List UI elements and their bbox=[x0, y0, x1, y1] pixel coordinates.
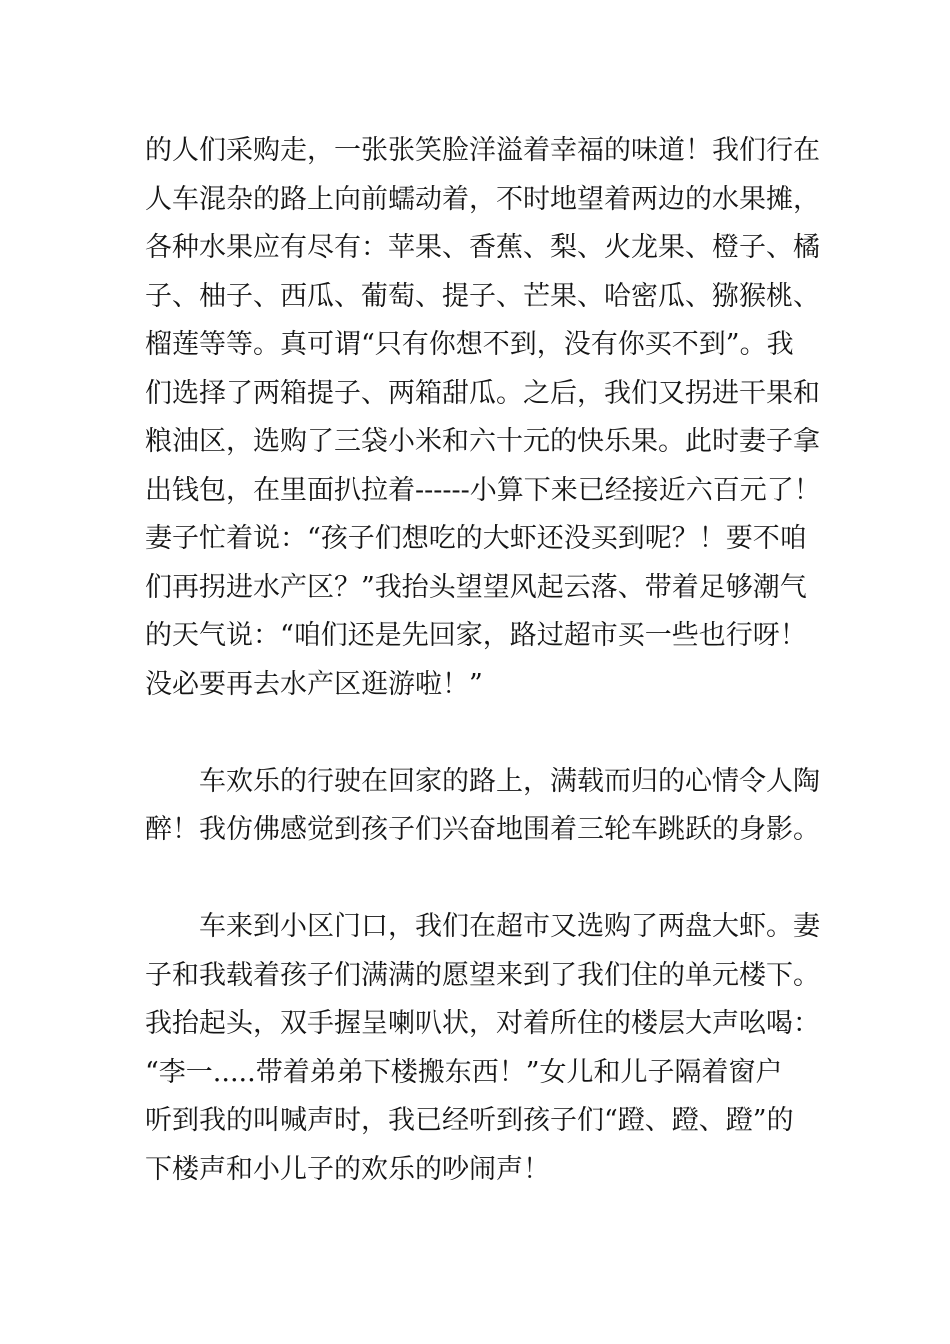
paragraph-drive-home bbox=[145, 758, 835, 855]
text-line: 人车混杂的路上向前蠕动着，不时地望着两边的水果摊， bbox=[145, 183, 820, 215]
paragraph-shopping bbox=[145, 127, 835, 709]
text-line: 我抬起头，双手握呈喇叭状，对着所住的楼层大声吆喝： bbox=[145, 1008, 820, 1039]
text-line: 们再拐进水产区？”我抬头望望风起云落、带着足够潮气 bbox=[145, 571, 807, 603]
text-line: 子和我载着孩子们满满的愿望来到了我们住的单元楼下。 bbox=[145, 959, 820, 991]
text-line: 各种水果应有尽有：苹果、香蕉、梨、火龙果、橙子、橘 bbox=[145, 232, 820, 263]
text-line: 粮油区，选购了三袋小米和六十元的快乐果。此时妻子拿 bbox=[145, 426, 820, 457]
text-line: 下楼声和小儿子的欢乐的吵闹声！ bbox=[145, 1153, 550, 1185]
text-line: 醉！我仿佛感觉到孩子们兴奋地围着三轮车跳跃的身影。 bbox=[145, 814, 820, 845]
text-line: 们选择了两箱提子、两箱甜瓜。之后，我们又拐进干果和 bbox=[145, 377, 820, 409]
text-line: 车来到小区门口，我们在超市又选购了两盘大虾。妻 bbox=[199, 911, 820, 942]
paragraph-spacer bbox=[145, 855, 835, 904]
text-line: “李一.....带着弟弟下楼搬东西！”女儿和儿子隔着窗户 bbox=[145, 1056, 783, 1088]
text-line: 听到我的叫喊声时，我已经听到孩子们“蹬、蹬、蹬”的 bbox=[145, 1105, 794, 1136]
text-line: 车欢乐的行驶在回家的路上，满载而归的心情令人陶 bbox=[199, 765, 820, 797]
text-line: 没必要再去水产区逛游啦！” bbox=[145, 668, 483, 700]
text-line: 出钱包，在里面扒拉着------小算下来已经接近六百元了！ bbox=[145, 474, 821, 506]
document-body bbox=[145, 127, 835, 1194]
paragraph-arrival bbox=[145, 903, 835, 1194]
text-line: 的天气说：“咱们还是先回家，路过超市买一些也行呀！ bbox=[145, 620, 807, 651]
text-line: 妻子忙着说：“孩子们想吃的大虾还没买到呢？！要不咱 bbox=[145, 523, 807, 554]
text-line: 子、柚子、西瓜、葡萄、提子、芒果、哈密瓜、猕猴桃、 bbox=[145, 280, 820, 312]
text-line: 榴莲等等。真可谓“只有你想不到，没有你买不到”。我 bbox=[145, 329, 794, 360]
paragraph-spacer bbox=[145, 709, 835, 758]
text-line: 的人们采购走，一张张笑脸洋溢着幸福的味道！我们行在 bbox=[145, 135, 820, 166]
